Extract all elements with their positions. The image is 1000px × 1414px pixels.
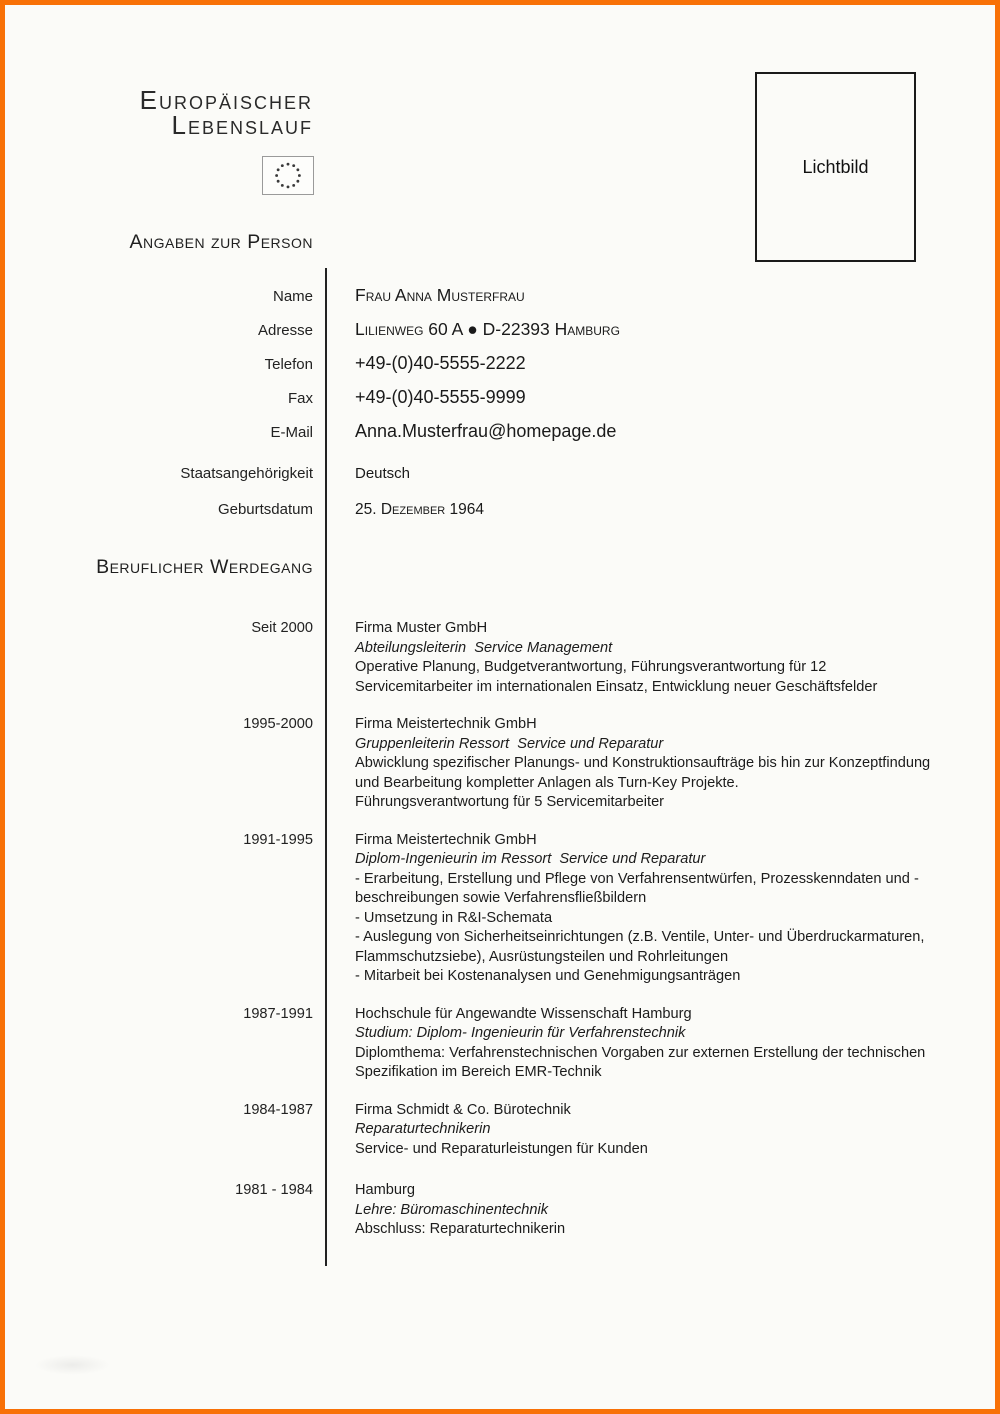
entry-detail: - Umsetzung in R&I-Schemata: [355, 909, 553, 926]
watermark-smudge: [35, 1355, 110, 1375]
entry-detail: Diplomthema: Verfahrenstechnischen Vorgaben zur externen Erstellung der technischen Spezifikation im Bereich EMR-Technik: [355, 1044, 926, 1080]
photo-placeholder-label: Lichtbild: [802, 156, 869, 177]
entry-detail: Führungsverantwortung für 5 Servicemitarbeiter: [355, 794, 665, 810]
entry-body: [355, 619, 943, 697]
row-label: Telefon: [264, 356, 313, 373]
row-value: 25. Dezember 1964: [355, 501, 485, 518]
entry-body: [355, 831, 943, 987]
entry-role: Abteilungsleiterin Service Management: [355, 639, 613, 656]
entry-period: 1981 - 1984: [235, 1182, 313, 1198]
personal-row-nationality: [40, 465, 970, 486]
row-label: Name: [272, 288, 313, 305]
entry-company: Firma Schmidt & Co. Bürotechnik: [355, 1101, 571, 1118]
entry-period: 1987-1991: [243, 1005, 313, 1022]
personal-row-birthdate: [40, 501, 970, 522]
entry-detail: - Erarbeitung, Erstellung und Pflege von Verfahrensentwürfen, Prozesskenndaten und - beschreibungen sowie Verfahrensfließbildern: [355, 870, 919, 906]
row-value: Anna.Musterfrau@homepage.de: [355, 421, 617, 441]
row-value: Deutsch: [355, 465, 411, 482]
entry-body: [355, 715, 943, 813]
eu-flag-icon: [262, 156, 314, 195]
row-label: Geburtsdatum: [217, 501, 313, 518]
personal-row-phone: [40, 353, 970, 374]
entry-detail: - Mitarbeit bei Kostenanalysen und Genehmigungsanträgen: [355, 968, 741, 984]
career-entry-1981-1984: [40, 1181, 990, 1240]
entry-company: Hamburg: [355, 1182, 416, 1198]
page-title-line2: Lebenslauf: [171, 110, 313, 140]
entry-role: Lehre: Büromaschinentechnik: [355, 1201, 549, 1218]
personal-details: [40, 285, 970, 535]
entry-period: 1991-1995: [243, 831, 313, 848]
personal-row-name: [40, 285, 970, 306]
personal-row-address: [40, 319, 970, 340]
entry-detail: - Auslegung von Sicherheitseinrichtungen (z.B. Ventile, Unter- und Überdruckarmaturen, Flammschutzsiebe), Ausrüstungsteilen und Rohrleitungen: [355, 929, 925, 965]
entry-role: Reparaturtechnikerin: [355, 1121, 491, 1137]
entry-role: Studium: Diplom- Ingenieurin für Verfahrenstechnik: [355, 1025, 686, 1041]
career-entry-1987-1991: [40, 1005, 990, 1083]
entry-body: [355, 1005, 943, 1083]
row-value: Frau Anna Musterfrau: [355, 285, 525, 305]
row-label: E-Mail: [270, 424, 313, 441]
page-title: [40, 85, 313, 140]
entry-role: Diplom-Ingenieurin im Ressort Service und Reparatur: [355, 851, 706, 867]
entry-company: Firma Muster GmbH: [355, 620, 488, 636]
row-value: +49-(0)40-5555-9999: [355, 387, 526, 407]
row-label: Fax: [287, 390, 313, 407]
row-label: Staatsangehörigkeit: [180, 465, 313, 482]
career-entry-1991-1995: [40, 831, 990, 987]
row-value: +49-(0)40-5555-2222: [355, 353, 526, 373]
section-title-career: Beruflicher Werdegang: [96, 556, 313, 578]
entry-detail: Operative Planung, Budgetverantwortung, Führungsverantwortung für 12 Servicemitarbeiter im internationalen Einsatz, Entwicklung neuer Geschäftsfelder: [355, 659, 878, 695]
entry-detail: Abwicklung spezifischer Planungs- und Konstruktionsaufträge bis hin zur Konzeptfindung und Bearbeitung kompletter Anlagen als Turn-Key Projekte.: [355, 755, 931, 791]
photo-placeholder: [755, 72, 916, 262]
eu-flag-stars: [263, 157, 313, 194]
personal-row-email: [40, 421, 970, 442]
entry-period: 1984-1987: [243, 1101, 313, 1118]
entry-detail: Abschluss: Reparaturtechnikerin: [355, 1221, 566, 1237]
section-title-personal: Angaben zur Person: [129, 231, 313, 253]
entry-role: Gruppenleiterin Ressort Service und Reparatur: [355, 735, 664, 752]
entry-period: 1995-2000: [243, 716, 313, 732]
entry-company: Firma Meistertechnik GmbH: [355, 831, 537, 848]
entry-body: [355, 1181, 943, 1240]
personal-row-fax: [40, 387, 970, 408]
row-label: Adresse: [257, 322, 313, 339]
entry-body: [355, 1101, 943, 1160]
entry-detail: Service- und Reparaturleistungen für Kunden: [355, 1140, 648, 1157]
page-title-line1: Europäischer: [139, 85, 313, 115]
career-entry-2000: [40, 619, 990, 697]
entry-period: Seit 2000: [251, 620, 313, 636]
row-value: Lilienweg 60 A ● D-22393 Hamburg: [355, 319, 620, 339]
career-entry-1984-1987: [40, 1101, 990, 1160]
entry-company: Firma Meistertechnik GmbH: [355, 716, 537, 732]
career-entry-1995-2000: [40, 715, 990, 813]
career-entries: [40, 619, 990, 1258]
entry-company: Hochschule für Angewandte Wissenschaft Hamburg: [355, 1005, 692, 1022]
